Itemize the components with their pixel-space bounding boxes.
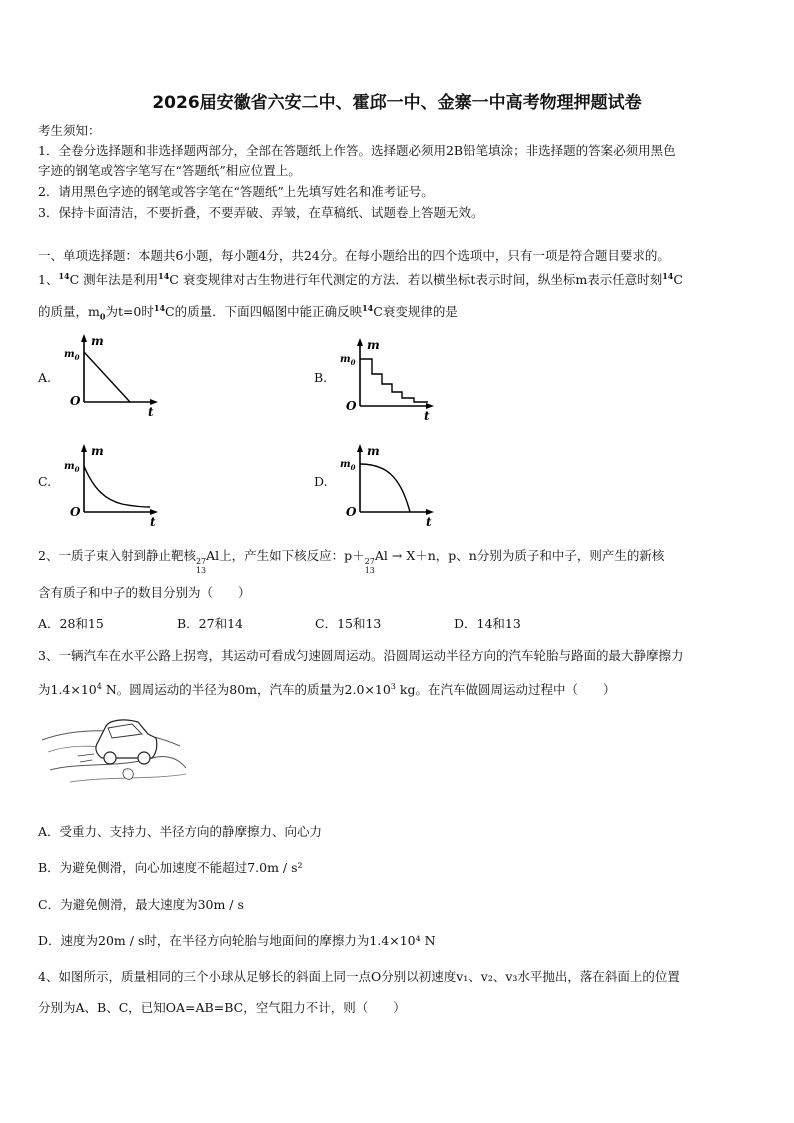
q4-line1: 4、如图所示，质量相同的三个小球从足够长的斜面上同一点O分别以初速度v₁、v₂、v₃水平抛出，落在斜面上的位置 [38,969,680,984]
notice-item-2: 2．请用黑色字迹的钢笔或答字笔在“答题纸”上先填写姓名和准考证号。 [38,184,434,199]
q3-choice-c: C．为避免侧滑，最大速度为30m / s [38,897,244,912]
svg-text:m0: $m_0$ [64,349,80,362]
q2-choice-a: A．28和15 [38,616,104,631]
svg-text:O: O [346,505,357,519]
notice-item-3: 3．保持卡面清洁，不要折叠，不要弄破、弄皱，在草稿纸、试题卷上答题无效。 [38,205,484,220]
q3-line2: 为$1.4\times 10^4$ N。圆周运动的半径为80m，汽车的质量为$2.0\times 10^3$ kg。在汽车做圆周运动过程中（ ） [38,681,616,697]
q1-graph-b [336,334,446,424]
svg-text:m: m [367,444,380,458]
svg-text:t: t [148,405,154,418]
svg-text:t: t [424,409,430,423]
svg-text:O: O [70,394,81,408]
q1-line1: 1、$^{14}$C 测年法是利用$^{14}$C 衰变规律对古生物进行年代测定的方法．若以横坐标t表示时间，纵坐标m表示任意时刻$^{14}$C [38,270,683,287]
svg-text:m0: $m_0$ [340,459,356,472]
notice-heading: 考生须知： [38,123,101,138]
svg-text:O: O [70,505,81,519]
section-heading: 一、单项选择题：本题共6小题，每小题4分，共24分。在每小题给出的四个选项中，只有一项是符合题目要求的。 [38,248,670,263]
notice-item-1: 1．全卷分选择题和非选择题两部分，全部在答题纸上作答。选择题必须用2B铅笔填涂；非选择题的答案必须用黑色 [38,143,676,158]
svg-text:m0: $m_0$ [340,354,356,367]
svg-text:t: t [426,515,432,529]
q1-option-d-label: D. [314,474,328,489]
q2-line2: 含有质子和中子的数目分别为（ ） [38,585,251,600]
q2-choice-d: D．14和13 [454,616,521,631]
q3-choice-d: D．速度为20m / s时，在半径方向轮胎与地面间的摩擦力为1.4×10⁴ N [38,933,436,948]
svg-text:m: m [91,444,104,458]
q1-line2: 的质量，$m_0$为t=0时$^{14}$C的质量．下面四幅图中能正确反映$^{14}$C衰变规律的是 [38,302,458,322]
q2-line1: 2、一质子束入射到静止靶核 27 13 Al上，产生如下核反应：p＋ 27 13 Al → X＋n，p、n分别为质子和中子，则产生的新核 [38,548,665,575]
q1-graph-a [60,330,170,418]
q2-choice-b: B．27和14 [177,616,243,631]
q1-option-b-label: B. [314,370,328,385]
q3-choice-b: B．为避免侧滑，向心加速度不能超过7.0m / s² [38,860,303,875]
car-turning-illustration [40,712,190,794]
svg-text:t: t [150,515,156,529]
q1-option-a-label: A. [38,370,52,385]
q3-line1: 3、一辆汽车在水平公路上拐弯，其运动可看成匀速圆周运动。沿圆周运动半径方向的汽车轮胎与路面的最大静摩擦力 [38,648,684,663]
q1-graph-d [336,440,446,530]
svg-text:O: O [346,399,357,413]
svg-text:m: m [367,338,380,352]
q4-line2: 分别为A、B、C，已知OA=AB=BC，空气阻力不计，则（ ） [38,1000,406,1015]
page-title: 2026届安徽省六安二中、霍邱一中、金寨一中高考物理押题试卷 [152,93,642,113]
q1-option-c-label: C. [38,474,52,489]
svg-text:m: m [91,334,104,348]
q1-graph-c [60,440,170,530]
svg-text:m0: $m_0$ [64,461,80,474]
notice-item-1-cont: 字迹的钢笔或答字笔写在“答题纸”相应位置上。 [38,163,301,178]
q2-choice-c: C．15和13 [315,616,382,631]
q3-choice-a: A．受重力、支持力、半径方向的静摩擦力、向心力 [38,824,323,839]
